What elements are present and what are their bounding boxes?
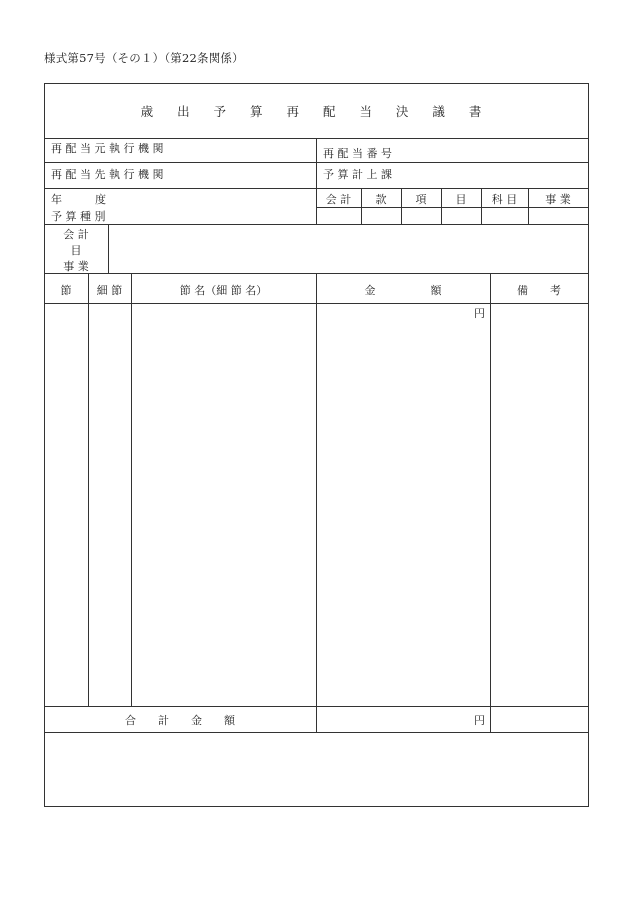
header-section: 節	[60, 284, 72, 297]
amount-yen-unit: 円	[474, 307, 485, 320]
divider	[88, 273, 89, 706]
account-header-kamoku: 科 目	[491, 193, 518, 206]
account-item-label-jigyou: 事 業	[63, 260, 89, 273]
account-item-label-moku: 目	[70, 244, 82, 257]
divider	[316, 138, 317, 224]
header-section-name: 節 名（細 節 名）	[179, 284, 268, 297]
account-item-label-kaikei: 会 計	[63, 228, 89, 241]
source-agency-label: 再 配 当 元 執 行 機 関	[51, 142, 164, 155]
account-header-jigyou: 事 業	[545, 193, 571, 206]
header-subsection: 細 節	[96, 284, 123, 297]
target-agency-label: 再 配 当 先 執 行 機 関	[51, 168, 164, 181]
divider	[490, 273, 491, 732]
divider	[44, 732, 589, 733]
fiscal-year-label: 年 度	[51, 193, 106, 206]
divider	[131, 273, 132, 706]
header-amount: 金 額	[364, 284, 442, 297]
total-yen-unit: 円	[474, 714, 485, 727]
frame-right	[588, 83, 589, 807]
frame-top	[44, 83, 589, 84]
divider	[316, 273, 317, 732]
account-header-kou: 項	[415, 193, 427, 206]
frame-bottom	[44, 806, 589, 807]
divider	[108, 224, 109, 273]
reallocation-number-label: 再 配 当 番 号	[323, 147, 392, 160]
header-remarks: 備 考	[517, 284, 561, 297]
form-number: 様式第57号（その１）（第22条関係）	[44, 51, 244, 65]
account-header-kaikei: 会 計	[325, 193, 352, 206]
total-label: 合 計 金 額	[125, 714, 235, 727]
account-header-moku: 目	[455, 193, 467, 206]
budget-section-label: 予 算 計 上 課	[323, 168, 392, 181]
divider	[316, 207, 589, 208]
divider	[44, 224, 589, 225]
frame-left	[44, 83, 45, 807]
account-header-kan: 款	[375, 193, 387, 206]
budget-type-label: 予 算 種 別	[51, 210, 106, 223]
form-title: 歳 出 予 算 再 配 当 決 議 書	[140, 104, 492, 119]
